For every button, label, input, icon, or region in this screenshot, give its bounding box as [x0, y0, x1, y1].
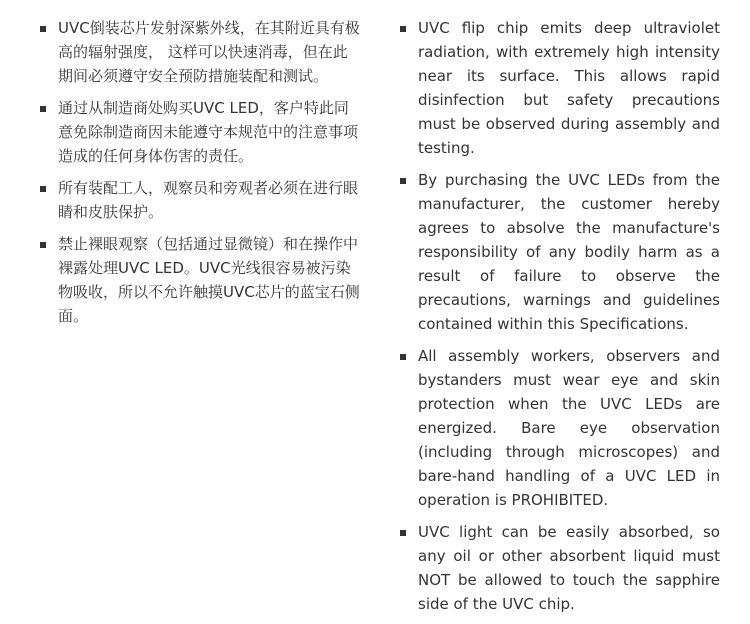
- list-item: [398, 168, 720, 336]
- list-item-text: UVC倒装芯片发射深紫外线，在其附近具有极高的辐射强度， 这样可以快速消毒，但在此期间必须遵守安全预防措施装配和测试。: [58, 19, 360, 85]
- list-item-text: All assembly workers, observers and bystanders must wear eye and skin protection when the UVC LEDs are energized. Bare eye observation (including through microscopes) and bare-hand handling of a UVC LED in operation is PROHIBITED.: [418, 347, 720, 509]
- list-item-text: 所有装配工人，观察员和旁观者必须在进行眼睛和皮肤保护。: [58, 179, 359, 221]
- bullet-square-icon: [400, 354, 406, 360]
- bullet-square-icon: [40, 186, 46, 192]
- bullet-square-icon: [400, 26, 406, 32]
- bullet-square-icon: [400, 178, 406, 184]
- list-item: [38, 16, 362, 88]
- list-item-text: 禁止裸眼观察（包括通过显微镜）和在操作中裸露处理UVC LED。UVC光线很容易被污染物吸收，所以不允许触摸UVC芯片的蓝宝石侧面。: [58, 235, 360, 325]
- list-item: [38, 232, 362, 328]
- english-bullet-list: [398, 16, 720, 624]
- list-item-text: UVC light can be easily absorbed, so any oil or other absorbent liquid must NOT be allowed to touch the sapphire side of the UVC chip.: [418, 523, 720, 613]
- list-item-text: By purchasing the UVC LEDs from the manufacturer, the customer hereby agrees to absolve the manufacture's responsibility of any bodily harm as a result of failure to observe the precautions, warnings and guidelines contained within this Specifications.: [418, 171, 720, 333]
- list-item: [38, 96, 362, 168]
- bullet-square-icon: [400, 530, 406, 536]
- list-item: [398, 344, 720, 512]
- list-item-text: 通过从制造商处购买UVC LED，客户特此同意免除制造商因未能遵守本规范中的注意事项造成的任何身体伤害的责任。: [58, 99, 359, 165]
- chinese-bullet-list: [38, 16, 362, 336]
- list-item: [398, 16, 720, 160]
- list-item-text: UVC flip chip emits deep ultraviolet radiation, with extremely high intensity near its surface. This allows rapid disinfection but safety precautions must be observed during assembly and testing.: [418, 19, 720, 157]
- bullet-square-icon: [40, 106, 46, 112]
- bullet-square-icon: [40, 26, 46, 32]
- list-item: [38, 176, 362, 224]
- bullet-square-icon: [40, 242, 46, 248]
